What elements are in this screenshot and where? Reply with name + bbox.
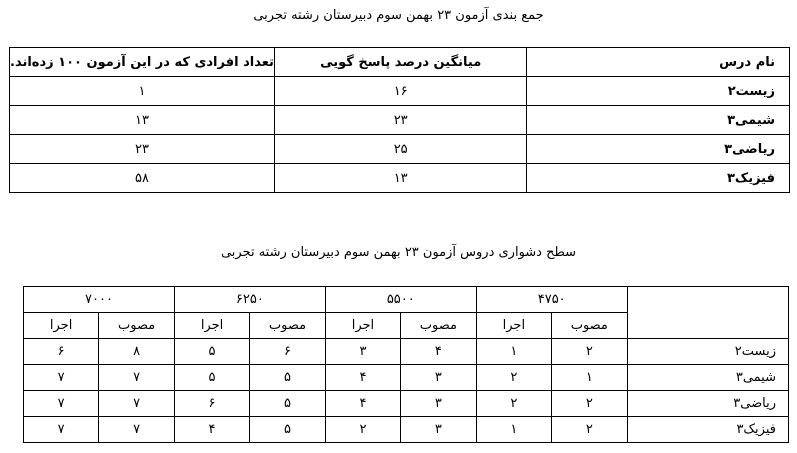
subject-cell: شیمی۳ [527, 106, 790, 135]
table-row [10, 106, 790, 135]
value-cell: ۲ [551, 391, 627, 417]
value-cell: ۷ [99, 417, 175, 443]
value-cell: ۷ [24, 365, 99, 391]
value-cell: ۷ [24, 417, 99, 443]
value-cell: ۷ [99, 391, 175, 417]
value-cell: ۳ [325, 339, 400, 365]
perfect-count-cell: ۱ [10, 77, 275, 106]
average-cell: ۱۶ [274, 77, 526, 106]
subject-cell: شیمی۳ [627, 365, 788, 391]
subject-cell: ریاضی۳ [527, 135, 790, 164]
value-cell: ۶ [250, 339, 326, 365]
subject-cell: زیست۲ [627, 339, 788, 365]
score-header-row [24, 287, 789, 313]
value-cell: ۵ [174, 365, 249, 391]
subheader-executed: اجرا [24, 313, 99, 339]
value-cell: ۵ [174, 339, 249, 365]
subheader-approved: مصوب [401, 313, 477, 339]
subheader-approved: مصوب [250, 313, 326, 339]
average-scores-table [9, 47, 790, 193]
table-row [10, 164, 790, 193]
table-row [10, 77, 790, 106]
score-header: ۴۷۵۰ [476, 287, 627, 313]
subject-cell: زیست۲ [527, 77, 790, 106]
table-row [10, 135, 790, 164]
value-cell: ۷ [24, 391, 99, 417]
table1-title: جمع بندی آزمون ۲۳ بهمن سوم دبیرستان رشته تجربی [253, 8, 544, 23]
perfect-count-cell: ۵۸ [10, 164, 275, 193]
empty-corner-cell [627, 287, 788, 339]
average-cell: ۲۳ [274, 106, 526, 135]
value-cell: ۲ [551, 417, 627, 443]
value-cell: ۳ [401, 417, 477, 443]
value-cell: ۶ [24, 339, 99, 365]
subheader-approved: مصوب [551, 313, 627, 339]
value-cell: ۱ [476, 339, 551, 365]
score-header: ۶۲۵۰ [174, 287, 325, 313]
perfect-count-cell: ۲۳ [10, 135, 275, 164]
table-row [24, 365, 789, 391]
subject-cell: فیزیک۳ [627, 417, 788, 443]
value-cell: ۴ [325, 391, 400, 417]
table-row [24, 339, 789, 365]
column-header-subject: نام درس [527, 48, 790, 77]
score-header: ۵۵۰۰ [325, 287, 476, 313]
value-cell: ۵ [250, 417, 326, 443]
value-cell: ۱ [551, 365, 627, 391]
value-cell: ۳ [401, 365, 477, 391]
table-row [24, 391, 789, 417]
value-cell: ۷ [99, 365, 175, 391]
subheader-executed: اجرا [476, 313, 551, 339]
value-cell: ۲ [325, 417, 400, 443]
value-cell: ۵ [250, 365, 326, 391]
value-cell: ۲ [476, 391, 551, 417]
subject-cell: فیزیک۳ [527, 164, 790, 193]
score-header: ۷۰۰۰ [24, 287, 175, 313]
value-cell: ۲ [476, 365, 551, 391]
value-cell: ۵ [250, 391, 326, 417]
average-cell: ۲۵ [274, 135, 526, 164]
value-cell: ۴ [401, 339, 477, 365]
value-cell: ۴ [325, 365, 400, 391]
column-header-perfect-count: تعداد افرادی که در این آزمون ۱۰۰ زده‌اند. [10, 48, 275, 77]
subheader-executed: اجرا [325, 313, 400, 339]
value-cell: ۳ [401, 391, 477, 417]
table-row [24, 417, 789, 443]
value-cell: ۴ [174, 417, 249, 443]
subheader-executed: اجرا [174, 313, 249, 339]
average-cell: ۱۳ [274, 164, 526, 193]
value-cell: ۸ [99, 339, 175, 365]
value-cell: ۱ [476, 417, 551, 443]
subject-cell: ریاضی۳ [627, 391, 788, 417]
table1-header-row [10, 48, 790, 77]
value-cell: ۲ [551, 339, 627, 365]
table2-title: سطح دشواری دروس آزمون ۲۳ بهمن سوم دبیرستان رشته تجربی [220, 245, 577, 260]
perfect-count-cell: ۱۳ [10, 106, 275, 135]
value-cell: ۶ [174, 391, 249, 417]
subheader-approved: مصوب [99, 313, 175, 339]
column-header-average: میانگین درصد پاسخ گویی [274, 48, 526, 77]
difficulty-table [23, 286, 789, 443]
